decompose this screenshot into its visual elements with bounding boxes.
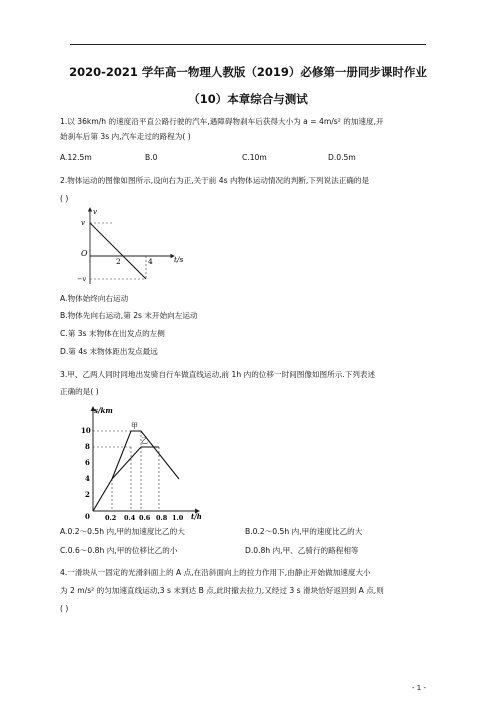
q3-displacement-graph [75, 403, 205, 523]
q3-series-yi-line [112, 447, 159, 479]
q2-option-c: C.第 3s 末物体在出发点的左侧 [60, 329, 165, 338]
q3-line-1: 3.甲、乙两人同时同地出发骑自行车做直线运动,前 1h 内的位移一时间图像如图所示.下列表述 [60, 370, 376, 379]
q1-line-1: 1.以 36km/h 的速度沿平直公路行驶的汽车,遇障碍物刹车后获得大小为 a = 4m/s² 的加速度,开 [60, 117, 384, 126]
q2-v-axis-label: v [93, 208, 97, 216]
page-number: - 1 - [412, 684, 426, 692]
q3-option-a: A.0.2～0.5h 内,甲的加速度比乙的大 [60, 527, 185, 536]
title-line-2: （10）本章综合与测试 [188, 92, 308, 106]
q1-option-b: B.0 [145, 153, 158, 162]
q3-y-tick-6: 6 [85, 458, 90, 467]
q3-t-axis-label: t/h [191, 512, 202, 521]
q3-line-2: 正确的是( ) [60, 387, 99, 396]
q1-option-c: C.10m [242, 153, 267, 162]
q2-t-axis-label: t/s [174, 255, 184, 264]
q3-origin-label: 0 [85, 512, 90, 521]
q3-y-tick-8: 8 [85, 442, 90, 451]
q3-y-tick-2: 2 [85, 490, 90, 499]
q2-v-neg-label: −v [77, 275, 87, 283]
q3-x-tick-0.6: 0.6 [139, 514, 151, 522]
q3-y-tick-10: 10 [81, 426, 91, 435]
q1-option-a: A.12.5m [60, 153, 92, 162]
title-line-1: 2020-2021 学年高一物理人教版（2019）必修第一册同步课时作业 [69, 65, 427, 79]
q3-y-tick-4: 4 [85, 474, 90, 483]
q3-x-tick-0.8: 0.8 [156, 514, 168, 522]
q3-series-jia-label: 甲 [131, 422, 138, 430]
q2-origin-label: O [81, 249, 88, 258]
q2-line-2: ( ) [60, 194, 69, 203]
q2-option-a: A.物体始终向右运动 [60, 294, 129, 303]
q4-line-3: ( ) [60, 604, 69, 613]
header-rule [70, 44, 426, 45]
q3-x-tick-0.4: 0.4 [124, 514, 136, 522]
q3-series-yi-label: 乙 [141, 437, 148, 445]
q3-x-tick-1.0: 1.0 [172, 514, 184, 522]
q1-option-d: D.0.5m [328, 153, 356, 162]
q4-line-1: 4.一滑块从一固定的光滑斜面上的 A 点,在沿斜面向上的拉力作用下,由静止开始做加速度大小 [60, 568, 371, 577]
q2-v-pos-label: v [81, 219, 85, 227]
q2-vt-line [90, 223, 146, 279]
q1-line-2: 始刹车后第 3s 内,汽车走过的路程为( ) [60, 132, 191, 141]
q2-option-b: B.物体先向右运动,第 2s 末开始向左运动 [60, 311, 198, 320]
q3-s-axis-label: s/km [94, 406, 113, 415]
q4-line-2: 为 2 m/s² 的匀加速直线运动,3 s 末到达 B 点,此时撤去拉力,又经过 3 s 滑块恰好返回到 A 点,则 [60, 586, 384, 595]
q3-option-b: B.0.2～0.5h 内,甲的速度比乙的大 [245, 527, 363, 536]
q3-option-c: C.0.6～0.8h 内,甲的位移比乙的小 [60, 546, 178, 555]
q3-x-tick-0.2: 0.2 [105, 514, 117, 522]
q2-tick-4: 4 [148, 257, 153, 266]
q2-tick-2: 2 [116, 257, 121, 266]
q2-option-d: D.第 4s 末物体距出发点最远 [60, 347, 158, 356]
q2-velocity-graph [77, 206, 198, 286]
q2-line-1: 2.物体运动的图像如图所示,设向右为正,关于前 4s 内物体运动情况的判断,下列说法正确的是 [60, 176, 370, 185]
q3-series-jia-line [93, 431, 179, 511]
q3-option-d: D.0.8h 内,甲、乙骑行的路程相等 [245, 546, 359, 555]
